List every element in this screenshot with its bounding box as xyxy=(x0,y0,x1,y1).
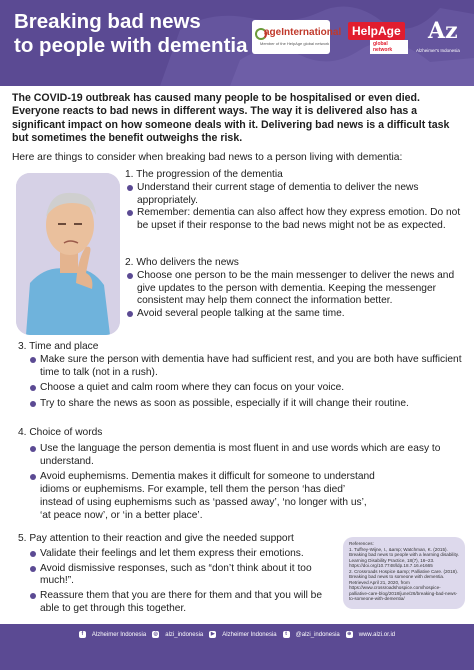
section-time-place xyxy=(18,341,466,411)
section-who-delivers xyxy=(125,257,467,321)
list-item: Remember: dementia can also affect how they express emotion. Do not be upset if their response to the bad news might not be as expected. xyxy=(125,207,467,233)
alzheimers-indonesia-logo: Az Alzheimer's Indonesia xyxy=(416,18,460,53)
list-item: Avoid euphemisms. Dementia makes it difficult for someone to understand idioms or euphemisms. For example, tell them the person ‘has died’ instead of using euphemisms such as ‘passed away’, ‘no longer with us’, ‘at peace now’, or ‘in a better place’. xyxy=(28,471,380,522)
footer-website[interactable]: www.alzi.or.id xyxy=(358,631,396,638)
section-heading: 5. Pay attention to their reaction and give the needed support xyxy=(18,533,294,544)
helpage-logo: HelpAge global network xyxy=(348,20,408,54)
reference-item: 2. Crossroads Hospice &amp; Palliative Care. (2018). Breaking bad news to someone with dementia. Retrieved April 21, 2020, from https://www.crossroadshospice.com/hospice-palliative-care-blog/2018/june/26/breaking-bad-news-to-someone-with-dementia/ xyxy=(349,568,459,601)
section-heading: 3. Time and place xyxy=(18,341,99,352)
bullet-icon xyxy=(127,273,133,279)
list-item: Make sure the person with dementia have had sufficient rest, and you are both have sufficient time to talk (not in a rush). xyxy=(28,354,466,380)
globe-icon: ⊕ xyxy=(347,631,352,637)
age-international-logo: ageInternational Member of the HelpAge global network xyxy=(252,20,330,54)
elderly-man-illustration xyxy=(16,173,120,335)
list-item: Use the language the person dementia is most fluent in and use words which are easy to understand. xyxy=(28,443,448,469)
list-item: Choose a quiet and calm room where they can focus on your voice. xyxy=(28,382,466,395)
youtube-icon: ▶ xyxy=(210,631,215,637)
footer-instagram[interactable]: alzi_indonesia xyxy=(165,631,204,638)
list-item: Try to share the news as soon as possible, especially if it will change their routine. xyxy=(28,398,466,411)
page-title: Breaking bad news to people with dementia xyxy=(14,10,248,57)
section-progression xyxy=(125,169,467,233)
footer-bar xyxy=(0,624,474,670)
references-title: References: xyxy=(349,541,374,546)
list-item: Choose one person to be the main messenger to deliver the news and give updates to the person with dementia. Keeping the messenger consistent may help them connect the information better. xyxy=(125,270,467,308)
footer-twitter[interactable]: @alzi_indonesia xyxy=(295,631,340,638)
list-item: Avoid several people talking at the same time. xyxy=(125,308,467,321)
section-choice-of-words xyxy=(18,427,466,523)
section-heading: 1. The progression of the dementia xyxy=(125,169,283,180)
list-item: Validate their feelings and let them express their emotions. xyxy=(28,548,338,561)
bullet-icon xyxy=(30,551,36,557)
bullet-icon xyxy=(30,385,36,391)
bullet-icon xyxy=(30,357,36,363)
twitter-icon: t xyxy=(283,631,290,638)
facebook-icon: f xyxy=(79,631,86,638)
intro-paragraph: The COVID-19 outbreak has caused many people to be hospitalised or even died. Everyone reacts to bad news in different ways. The way it is delivered also has a significant impact on how someone deals with it. Delivering bad news is a difficult task but sometimes the benefit outweighs the risk. xyxy=(12,92,450,145)
list-item: Reassure them that you are there for them and that you will be able to get through this together. xyxy=(28,590,338,616)
bullet-icon xyxy=(30,474,36,480)
lead-sentence: Here are things to consider when breaking bad news to a person living with dementia: xyxy=(12,152,403,163)
bullet-icon xyxy=(30,593,36,599)
bullet-icon xyxy=(30,401,36,407)
section-heading: 4. Choice of words xyxy=(18,427,103,438)
bullet-icon xyxy=(127,210,133,216)
bullet-icon xyxy=(127,311,133,317)
section-reaction-support xyxy=(18,533,338,616)
header-banner xyxy=(0,0,474,86)
list-item: Understand their current stage of dementia to deliver the news appropriately. xyxy=(125,182,467,208)
section-heading: 2. Who delivers the news xyxy=(125,257,239,268)
instagram-icon: ◎ xyxy=(153,631,158,637)
footer-youtube[interactable]: Alzheimer Indonesia xyxy=(222,631,277,638)
list-item: Avoid dismissive responses, such as “don’t think about it too much!”. xyxy=(28,563,338,589)
footer-facebook[interactable]: Alzheimer Indonesia xyxy=(91,631,147,638)
bullet-icon xyxy=(30,446,36,452)
bullet-icon xyxy=(127,185,133,191)
bullet-icon xyxy=(30,566,36,572)
references-panel xyxy=(343,537,465,609)
reference-item: 1. Tuffrey-Wijne, I., &amp; Watchman, K. (2015). Breaking bad news to people with a learning disability. Learning Disability Practice, 18(7), 16–23. https://doi.org/10.7748/ldp.18.7.16.e1665 xyxy=(349,546,459,568)
